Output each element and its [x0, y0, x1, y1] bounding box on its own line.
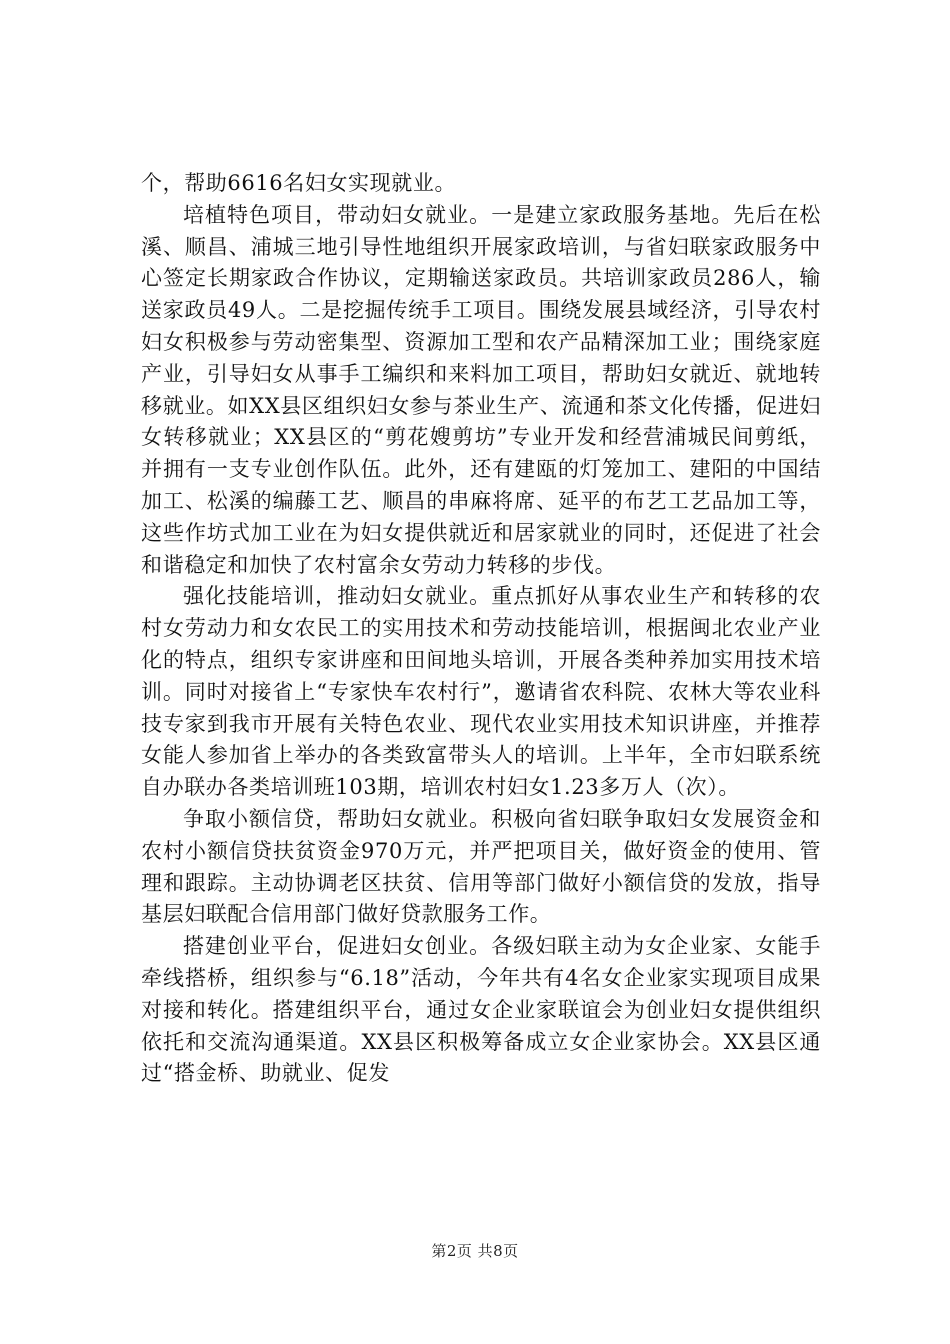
paragraph-3: 强化技能培训，推动妇女就业。重点抓好从事农业生产和转移的农村女劳动力和女农民工的实用技术和劳动技能培训，根据闽北农业产业化的特点，组织专家讲座和田间地头培训，开展各类种养加实用技术培训。同时对接省上“专家快车农村行”，邀请省农科院、农林大等农业科技专家到我市开展有关特色农业、现代农业实用技术知识讲座，并推荐女能人参加省上举办的各类致富带头人的培训。上半年，全市妇联系统自办联办各类培训班103期，培训农村妇女1.23多万人（次）。	[141, 584, 821, 800]
paragraph-1: 个，帮助6616名妇女实现就业。	[141, 171, 457, 195]
paragraph-2: 培植特色项目，带动妇女就业。一是建立家政服务基地。先后在松溪、顺昌、浦城三地引导性地组织开展家政培训，与省妇联家政服务中心签定长期家政合作协议，定期输送家政员。共培训家政员286人，输送家政员49人。二是挖掘传统手工项目。围绕发展县域经济，引导农村妇女积极参与劳动密集型、资源加工型和农产品精深加工业；围绕家庭产业，引导妇女从事手工编织和来料加工项目，帮助妇女就近、就地转移就业。如XX县区组织妇女参与茶业生产、流通和茶文化传播，促进妇女转移就业；XX县区的“剪花嫂剪坊”专业开发和经营浦城民间剪纸，并拥有一支专业创作队伍。此外，还有建瓯的灯笼加工、建阳的中国结加工、松溪的编藤工艺、顺昌的串麻将席、延平的布艺工艺品加工等，这些作坊式加工业在为妇女提供就近和居家就业的同时，还促进了社会和谐稳定和加快了农村富余女劳动力转移的步伐。	[141, 202, 821, 577]
paragraph-5: 搭建创业平台，促进妇女创业。各级妇联主动为女企业家、女能手牵线搭桥，组织参与“6.18”活动，今年共有4名女企业家实现项目成果对接和转化。搭建组织平台，通过女企业家联谊会为创业妇女提供组织依托和交流沟通渠道。XX县区积极筹备成立女企业家协会。XX县区通过“搭金桥、助就业、促发	[141, 934, 821, 1086]
paragraph-4: 争取小额信贷，帮助妇女就业。积极向省妇联争取妇女发展资金和农村小额信贷扶贫资金970万元，并严把项目关，做好资金的使用、管理和跟踪。主动协调老区扶贫、信用等部门做好小额信贷的发放，指导基层妇联配合信用部门做好贷款服务工作。	[141, 806, 821, 927]
page-footer: 第2页 共8页	[431, 1242, 519, 1260]
document-body	[141, 168, 821, 1090]
